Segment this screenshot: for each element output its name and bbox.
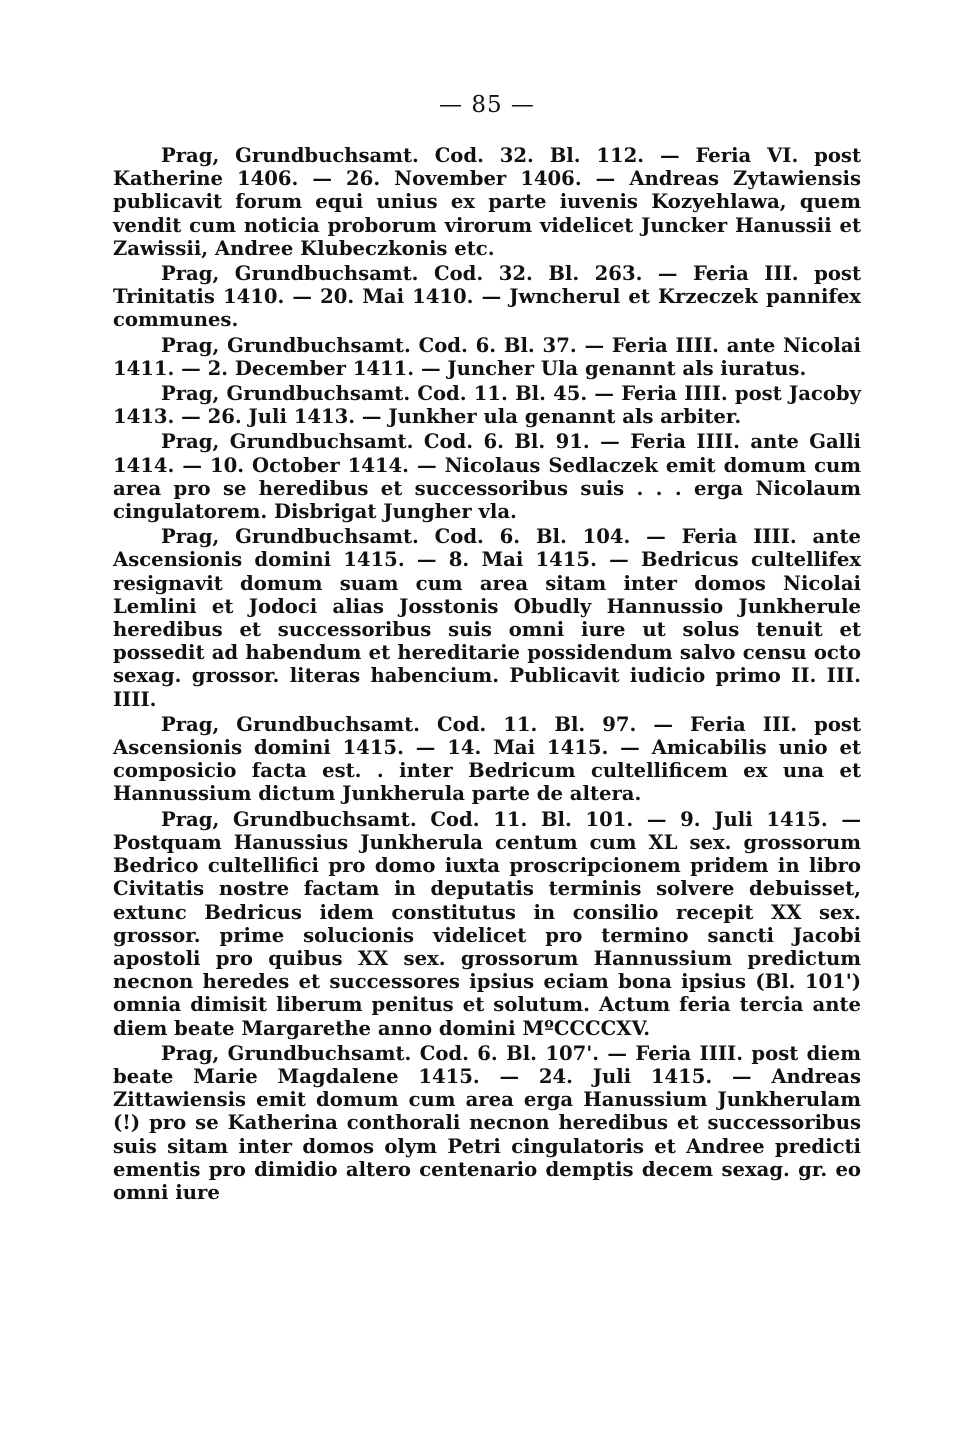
entry-1413-juli: Prag, Grundbuchsamt. Cod. 11. Bl. 45. — Feria IIII. post Jacoby 1413. — 26. Juli 1413. — Junkher ula genannt als arbiter. [113, 382, 861, 429]
entry-1410-mai: Prag, Grundbuchsamt. Cod. 32. Bl. 263. — Feria III. post Trinitatis 1410. — 20. Mai 1410. — Jwncherul et Krzeczek pannifex communes. [113, 262, 861, 332]
entry-1414-october: Prag, Grundbuchsamt. Cod. 6. Bl. 91. — Feria IIII. ante Galli 1414. — 10. October 1414. — Nicolaus Sedlaczek emit domum cum area pro se heredibus et successoribus suis . . . erga Nicolaum cingulatorem. Disbrigat Jungher vla. [113, 430, 861, 524]
entry-1411-december: Prag, Grundbuchsamt. Cod. 6. Bl. 37. — Feria IIII. ante Nicolai 1411. — 2. December 1411. — Juncher Ula genannt als iuratus. [113, 333, 861, 380]
entry-1415-juli-9: Prag, Grundbuchsamt. Cod. 11. Bl. 101. — 9. Juli 1415. — Postquam Hanussius Junkherula centum cum XL sex. grossorum Bedrico cultellifici pro domo iuxta proscripcionem pridem in libro Civitatis nostre factam in deputatis terminis solvere debuisset, extunc Bedricus idem constitutus in consilio recepit XX sex. grossor. prime solucionis videlicet pro termino sancti Jacobi apostoli pro quibus XX sex. grossorum Hannussium predictum necnon heredes et successores ipsius eciam bona ipsius (Bl. 101') omnia dimisit liberum penitus et solutum. Actum feria tercia ante diem beate Margarethe anno domini MºCCCCXV. [113, 807, 861, 1040]
entry-1406-november: Prag, Grundbuchsamt. Cod. 32. Bl. 112. — Feria VI. post Katherine 1406. — 26. November 1406. — Andreas Zytawiensis publicavit forum equi unius ex parte iuvenis Kozyehlawa, quem vendit cum noticia proborum virorum videlicet Juncker Hanussii et Zawissii, Andree Klubeczkonis etc. [113, 144, 861, 260]
document-page [113, 92, 861, 1206]
page-number: — 85 — [439, 92, 535, 118]
entry-1415-mai-8: Prag, Grundbuchsamt. Cod. 6. Bl. 104. — Feria IIII. ante Ascensionis domini 1415. — 8. Mai 1415. — Bedricus cultellifex resignavit domum suam cum area sitam inter domos Nicolai Lemlini et Jodoci alias Josstonis Obudly Hannussio Junkherule heredibus et successoribus suis omni iure ut solus tenuit et possedit ad habendum et hereditarie possidendum salvo censu octo sexag. grossor. literas habencium. Publicavit iudicio primo II. III. IIII. [113, 525, 861, 711]
entry-1415-mai-14: Prag, Grundbuchsamt. Cod. 11. Bl. 97. — Feria III. post Ascensionis domini 1415. — 14. Mai 1415. — Amicabilis unio et composicio facta est. . inter Bedricum cultellificem ex una et Hannussium dictum Junkherula parte de altera. [113, 712, 861, 806]
entry-1415-juli-24: Prag, Grundbuchsamt. Cod. 6. Bl. 107'. — Feria IIII. post diem beate Marie Magdalene 1415. — 24. Juli 1415. — Andreas Zittawiensis emit domum cum area erga Hanussium Junkherulam (!) pro se Katherina conthorali necnon heredibus et successoribus suis sitam inter domos olym Petri cingulatoris et Andree predicti ementis pro dimidio altero centenario demptis decem sexag. gr. eo omni iure [113, 1041, 861, 1204]
